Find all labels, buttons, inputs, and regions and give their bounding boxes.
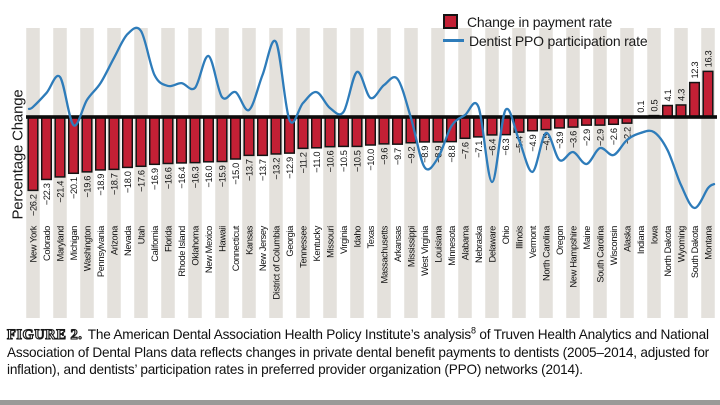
bar-Florida <box>163 117 173 163</box>
bar-value-label: 12.3 <box>690 61 701 79</box>
state-label: District of Columbia <box>271 226 282 300</box>
bar-Washington <box>82 117 92 172</box>
bar-value-label: −3.9 <box>555 131 566 149</box>
state-label: New Jersey <box>258 226 269 272</box>
state-label: Kentucky <box>312 226 323 262</box>
bg-stripe <box>404 28 418 318</box>
bar-value-label: −2.6 <box>609 128 620 146</box>
bar-value-label: −17.6 <box>136 170 147 193</box>
state-label: Pennsylvania <box>96 226 107 278</box>
figure-label: FIGURE 2. <box>7 327 83 343</box>
bar-Hawaii <box>217 117 227 162</box>
bar-value-label: −3.6 <box>568 131 579 149</box>
state-label: Missouri <box>325 226 336 258</box>
bar-value-label: −9.6 <box>379 147 390 165</box>
state-label: Delaware <box>487 226 498 263</box>
bar-value-label: −8.8 <box>447 145 458 163</box>
bar-North Carolina <box>541 117 551 130</box>
bar-value-label: −10.5 <box>352 150 363 173</box>
bar-value-label: 4.1 <box>663 89 674 102</box>
bar-Idaho <box>352 117 362 146</box>
bar-South Dakota <box>690 83 700 117</box>
bar-value-label: −16.0 <box>204 165 215 188</box>
bar-Alabama <box>460 117 470 138</box>
state-label: Maryland <box>55 226 66 262</box>
state-label: Connecticut <box>231 226 242 272</box>
bar-value-label: −6.4 <box>487 138 498 156</box>
state-label: Texas <box>366 226 377 249</box>
bar-value-label: −18.7 <box>109 173 120 196</box>
legend-label-ppo-rate: Dentist PPO participation rate <box>469 32 648 49</box>
bar-Maryland <box>55 117 65 177</box>
bar-value-label: −16.3 <box>190 166 201 189</box>
bar-value-label: −2.9 <box>582 129 593 147</box>
state-label: Wisconsin <box>609 226 620 266</box>
bar-Montana <box>703 71 713 117</box>
state-label: New Hampshire <box>568 226 579 288</box>
state-label: Ohio <box>501 226 512 245</box>
bar-Kentucky <box>312 117 322 148</box>
bar-Tennessee <box>298 117 308 148</box>
state-label: Utah <box>136 226 147 245</box>
bar-Arizona <box>109 117 119 169</box>
state-label: Florida <box>163 226 174 252</box>
bar-Missouri <box>325 117 335 147</box>
bg-stripe <box>620 28 634 318</box>
bar-Oklahoma <box>190 117 200 163</box>
legend-item-payment-rate <box>443 12 647 31</box>
state-label: Mississippi <box>406 226 417 268</box>
bar-West Virginia <box>420 117 430 142</box>
bg-stripe <box>485 28 499 318</box>
bar-New Mexico <box>204 117 214 162</box>
bar-Pennsylvania <box>96 117 106 170</box>
state-label: South Carolina <box>595 226 606 283</box>
state-label: Nevada <box>123 226 134 256</box>
state-label: California <box>150 226 161 262</box>
bar-value-label: 0.5 <box>649 99 660 112</box>
bar-value-label: −15.9 <box>217 165 228 188</box>
bar-value-label: −5.4 <box>514 136 525 154</box>
bar-value-label: −15.0 <box>231 163 242 185</box>
bar-value-label: −6.3 <box>501 138 512 156</box>
bar-value-label: −10.0 <box>366 149 377 171</box>
bar-Connecticut <box>231 117 241 159</box>
ppo-line-swatch-icon <box>443 39 464 42</box>
state-label: New York <box>28 226 39 263</box>
bar-value-label: −12.9 <box>285 157 296 179</box>
state-label: North Carolina <box>541 226 552 282</box>
caption-text: of Truven Health Analytics and National Association of Dental Plans data reflects changes in private dental benefit payments to dentists (2005–2014, adjusted for inflation), and dentists’ participation rates in preferred provider organization (PPO) networks (2014). <box>7 327 710 377</box>
bar-value-label: 4.3 <box>676 89 687 101</box>
state-label: Wyoming <box>676 226 687 263</box>
state-label: Georgia <box>285 226 296 257</box>
y-axis-label: Percentage Change <box>9 89 27 220</box>
bar-value-label: −21.4 <box>55 180 66 203</box>
bg-stripe <box>431 28 445 318</box>
bar-value-label: −16.4 <box>177 166 188 189</box>
state-label: Iowa <box>649 226 660 245</box>
bar-Wyoming <box>676 105 686 117</box>
bg-stripe <box>80 28 94 318</box>
bar-value-label: −9.2 <box>406 146 417 164</box>
bar-Vermont <box>528 117 538 131</box>
bar-value-label: −2.9 <box>595 129 606 147</box>
bar-value-label: −10.5 <box>339 150 350 173</box>
bar-value-label: −10.6 <box>325 150 336 173</box>
bar-value-label: −19.6 <box>82 175 93 198</box>
state-label: Virginia <box>339 226 350 255</box>
bar-Kansas <box>244 117 254 155</box>
bottom-border <box>0 400 720 405</box>
bar-Massachusetts <box>379 117 389 144</box>
state-label: Massachusetts <box>379 226 390 284</box>
caption-superscript: 8 <box>470 325 476 336</box>
bar-value-label: −13.2 <box>271 157 282 180</box>
state-label: Arkansas <box>393 226 404 262</box>
bg-stripe <box>458 28 472 318</box>
state-label: Vermont <box>528 226 539 259</box>
state-label: Illinois <box>514 226 525 250</box>
bar-value-label: −18.9 <box>96 173 107 196</box>
state-label: Alaska <box>622 226 633 252</box>
bar-value-label: −11.2 <box>298 152 309 174</box>
state-label: Idaho <box>352 226 363 248</box>
state-label: Arizona <box>109 226 120 256</box>
bar-value-label: −22.3 <box>42 183 53 206</box>
state-label: Indiana <box>636 226 647 255</box>
legend-item-ppo-rate <box>443 31 647 50</box>
bar-value-label: −16.9 <box>150 168 161 191</box>
caption-text: The American Dental Association Health Policy Institute’s analysis <box>84 327 471 342</box>
state-label: West Virginia <box>420 226 431 276</box>
bar-Utah <box>136 117 146 166</box>
payment-rate-swatch-icon <box>443 14 458 29</box>
bar-Delaware <box>487 117 497 135</box>
state-label: Louisiana <box>433 226 444 263</box>
bar-value-label: 16.3 <box>703 50 714 68</box>
state-label: Michigan <box>69 226 80 261</box>
bar-value-label: −8.9 <box>420 145 431 163</box>
bar-New Jersey <box>258 117 268 155</box>
bar-value-label: −11.0 <box>312 151 323 173</box>
state-label: Rhode Island <box>177 226 188 277</box>
state-label: Nebraska <box>474 226 485 263</box>
state-label: Montana <box>703 226 714 260</box>
bar-California <box>150 117 160 164</box>
bar-value-label: −9.7 <box>393 148 404 166</box>
bar-value-label: −4.9 <box>528 134 539 152</box>
bar-Louisiana <box>433 117 443 142</box>
state-label: Hawaii <box>217 226 228 252</box>
bar-value-label: −13.7 <box>258 159 269 182</box>
bar-value-label: −26.2 <box>28 194 39 217</box>
bar-value-label: −8.9 <box>433 145 444 163</box>
bar-Colorado <box>42 117 52 179</box>
state-label: Colorado <box>42 226 53 261</box>
bar-value-label: −13.7 <box>244 159 255 182</box>
state-label: New Mexico <box>204 226 215 274</box>
bg-stripe <box>512 28 526 318</box>
bar-value-label: −20.1 <box>69 177 80 200</box>
bar-New York <box>28 117 38 190</box>
state-label: North Dakota <box>663 226 674 277</box>
zero-axis <box>26 115 717 119</box>
legend <box>443 12 647 50</box>
bar-value-label: −7.1 <box>474 140 485 158</box>
state-label: Tennessee <box>298 226 309 268</box>
state-label: Kansas <box>244 226 255 255</box>
bar-value-label: −7.6 <box>460 142 471 160</box>
bar-value-label: −16.6 <box>163 167 174 190</box>
state-label: South Dakota <box>690 226 701 279</box>
state-label: Maine <box>582 226 593 250</box>
state-label: Oregon <box>555 226 566 255</box>
bar-Nevada <box>123 117 133 167</box>
bg-stripe <box>647 28 661 318</box>
state-label: Oklahoma <box>190 226 201 266</box>
bar-District of Columbia <box>271 117 281 154</box>
bar-Texas <box>366 117 376 145</box>
bar-value-label: −2.2 <box>622 127 633 145</box>
state-label: Minnesota <box>447 226 458 266</box>
bar-Rhode Island <box>177 117 187 163</box>
bar-value-label: 0.1 <box>636 100 647 113</box>
bar-Arkansas <box>393 117 403 144</box>
bg-stripe <box>107 28 121 318</box>
figure-caption <box>7 326 713 378</box>
bar-value-label: −18.0 <box>123 171 134 194</box>
bar-value-label: −4.5 <box>541 133 552 151</box>
state-label: Washington <box>82 226 93 272</box>
state-label: Alabama <box>460 226 471 261</box>
bar-Virginia <box>339 117 349 146</box>
legend-label-payment-rate: Change in payment rate <box>467 13 613 30</box>
